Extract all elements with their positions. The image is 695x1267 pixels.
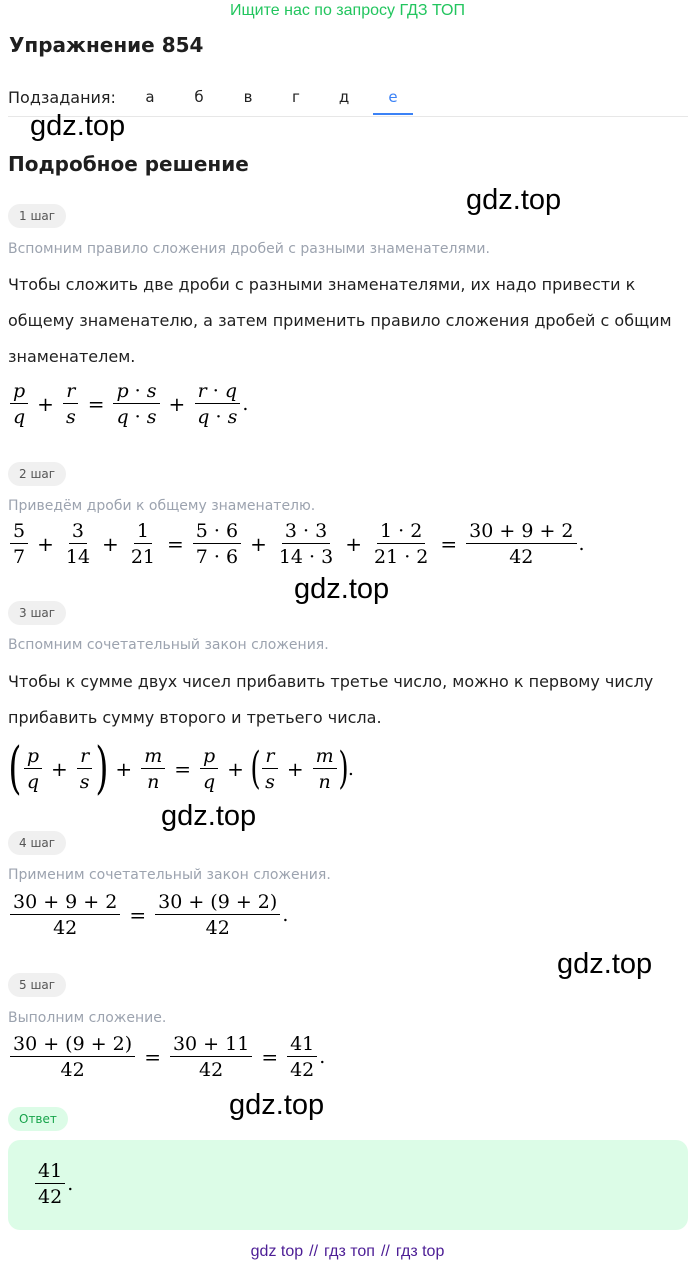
watermark: gdz.top bbox=[30, 110, 126, 142]
step-badge: 3 шаг bbox=[8, 601, 66, 625]
step-hint: Вспомним сочетательный закон сложения. bbox=[8, 637, 329, 653]
footer-link[interactable]: gdz top bbox=[250, 1243, 304, 1260]
answer-numerator: 41 bbox=[35, 1160, 65, 1184]
footer-link[interactable]: гдз топ bbox=[324, 1243, 375, 1260]
text-line: знаменателем. bbox=[8, 347, 136, 366]
answer-denominator: 42 bbox=[38, 1186, 63, 1209]
step-badge: 1 шаг bbox=[8, 204, 66, 228]
step-badge: 2 шаг bbox=[8, 462, 66, 486]
watermark: gdz.top bbox=[229, 1089, 325, 1121]
tab-e[interactable]: е bbox=[388, 88, 398, 106]
subtasks-label: Подзадания: bbox=[8, 88, 116, 107]
formula-apply-associative: $\frac{30 + 9 + 2}{42}$ = $\frac{30 + (9 + 2)}{42}$ . bbox=[8, 891, 288, 940]
tab-d[interactable]: д bbox=[338, 88, 350, 106]
footer-links bbox=[0, 1243, 695, 1261]
answer-value: $\frac{41}{42}$ . bbox=[33, 1160, 73, 1209]
step-text bbox=[8, 664, 688, 736]
footer-separator: // bbox=[309, 1243, 319, 1260]
answer-badge: Ответ bbox=[8, 1107, 68, 1131]
formula-associative-law: ( $\frac{p}{q}$ + $\frac{r}{s}$ ) + $\frac{m}{n}$ = $\frac{p}{q}$ + ( $\frac{r}{s}$ + $\frac{m}{n}$ ) . bbox=[8, 736, 354, 801]
formula-fraction-sum-rule: $\frac{p}{q}$ + $\frac{r}{s}$ = $\frac{p \cdot s}{q \cdot s}$ + $\frac{r \cdot q}{q \cdot s}$ . bbox=[8, 380, 248, 429]
search-banner: Ищите нас по запросу ГДЗ ТОП bbox=[230, 2, 465, 19]
tab-g[interactable]: г bbox=[292, 88, 300, 106]
answer-box bbox=[8, 1140, 688, 1230]
text-line: Чтобы к сумме двух чисел прибавить третье число, можно к первому числу bbox=[8, 672, 654, 691]
step-text bbox=[8, 267, 688, 375]
formula-common-denominator: $\frac{5}{7}$ + $\frac{3}{14}$ + $\frac{1}{21}$ = $\frac{5 \cdot 6}{7 \cdot 6}$ + $\frac{3 \cdot 3}{14 \cdot 3}$ + $\frac{1 \cdot 2}{21 \cdot 2}$ = $\frac{30 + 9 + 2}{42}$ . bbox=[8, 520, 585, 569]
step-hint: Применим сочетательный закон сложения. bbox=[8, 867, 331, 883]
text-line: прибавить сумму второго и третьего числа. bbox=[8, 708, 382, 727]
watermark: gdz.top bbox=[161, 800, 257, 832]
step-hint: Вспомним правило сложения дробей с разными знаменателями. bbox=[8, 241, 490, 257]
text-line: общему знаменателю, а затем применить правило сложения дробей с общим bbox=[8, 311, 672, 330]
tab-a[interactable]: а bbox=[145, 88, 155, 106]
tab-v[interactable]: в bbox=[243, 88, 253, 106]
active-tab-indicator bbox=[373, 113, 413, 115]
step-hint: Приведём дроби к общему знаменателю. bbox=[8, 498, 316, 514]
watermark: gdz.top bbox=[466, 184, 562, 216]
watermark: gdz.top bbox=[557, 948, 653, 980]
text-line: Чтобы сложить две дроби с разными знаменателями, их надо привести к bbox=[8, 275, 636, 294]
watermark: gdz.top bbox=[294, 573, 390, 605]
tab-b[interactable]: б bbox=[194, 88, 204, 106]
footer-separator: // bbox=[380, 1243, 390, 1260]
solution-heading: Подробное решение bbox=[8, 152, 249, 176]
step-hint: Выполним сложение. bbox=[8, 1010, 167, 1026]
step-badge: 5 шаг bbox=[8, 973, 66, 997]
formula-addition: $\frac{30 + (9 + 2)}{42}$ = $\frac{30 + 11}{42}$ = $\frac{41}{42}$ . bbox=[8, 1033, 325, 1082]
page-title: Упражнение 854 bbox=[9, 33, 204, 57]
footer-link[interactable]: гдз top bbox=[395, 1243, 445, 1260]
step-badge: 4 шаг bbox=[8, 831, 66, 855]
